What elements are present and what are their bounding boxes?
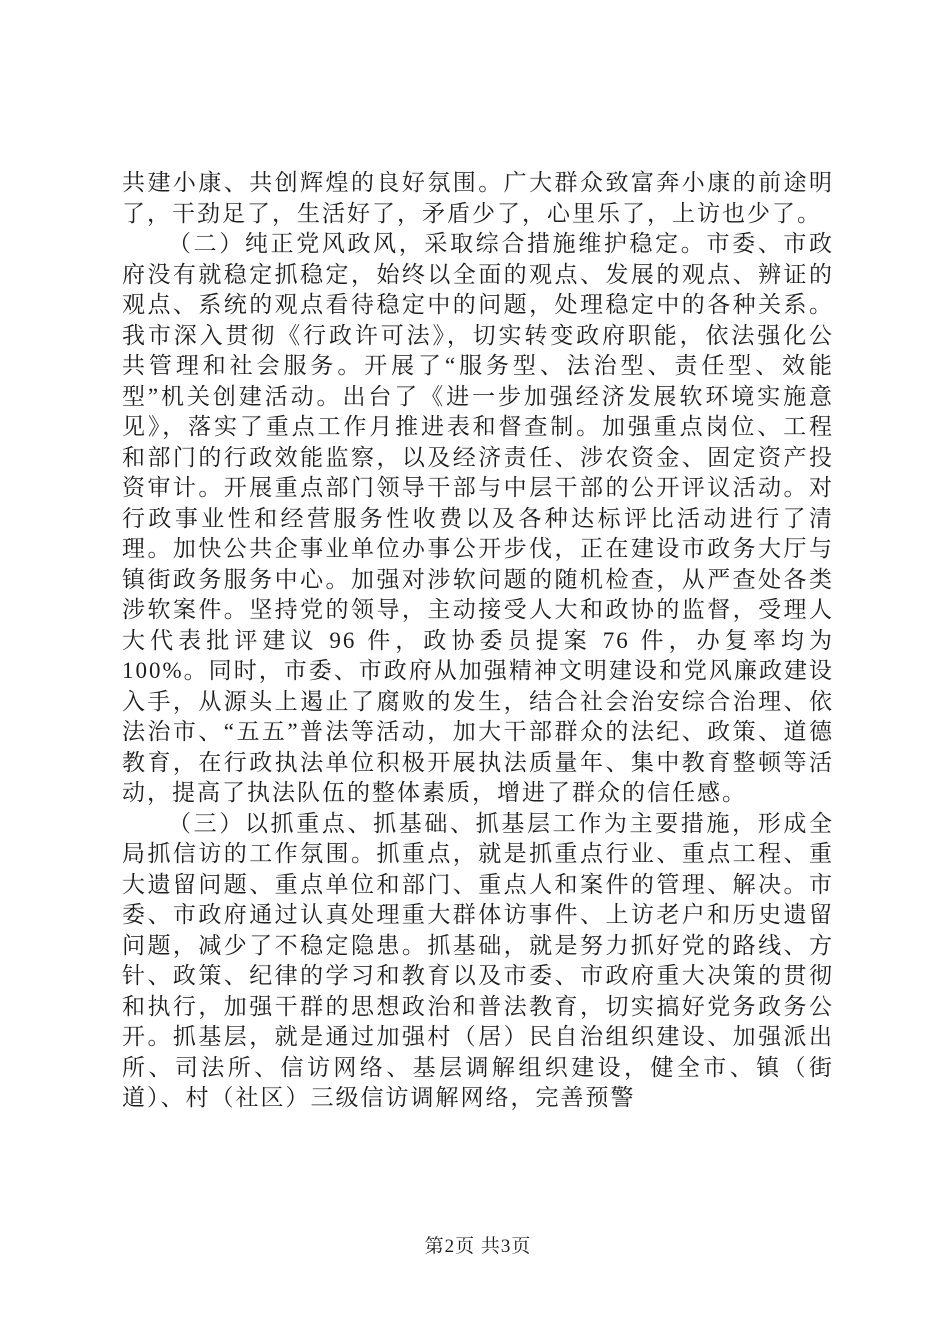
page-number-footer: 第2页 共3页 — [424, 1236, 532, 1257]
body-paragraph-section-3: （三）以抓重点、抓基础、抓基层工作为主要措施，形成全局抓信访的工作氛围。抓重点，就是抓重点行业、重点工程、重大遗留问题、重点单位和部门、重点人和案件的管理、解决。市委、市政府通过认真处理重大群体访事件、上访老户和历史遗留问题，减少了不稳定隐患。抓基础，就是努力抓好党的路线、方针、政策、纪律的学习和教育以及市委、市政府重大决策的贯彻和执行，加强干群的思想政治和普法教育，切实搞好党务政务公开。抓基层，就是通过加强村（居）民自治组织建设、加强派出所、司法所、信访网络、基层调解组织建设，健全市、镇（街道）、村（社区）三级信访调解网络，完善预警 — [122, 810, 834, 1110]
body-paragraph-continuation: 共建小康、共创辉煌的良好氛围。广大群众致富奔小康的前途明了，干劲足了，生活好了，矛盾少了，心里乐了，上访也少了。 — [122, 170, 834, 226]
body-paragraph-section-2: （二）纯正党风政风，采取综合措施维护稳定。市委、市政府没有就稳定抓稳定，始终以全面的观点、发展的观点、辨证的观点、系统的观点看待稳定中的问题，处理稳定中的各种关系。我市深入贯彻《行政许可法》，切实转变政府职能，依法强化公共管理和社会服务。开展了“服务型、法治型、责任型、效能型”机关创建活动。出台了《进一步加强经济发展软环境实施意见》，落实了重点工作月推进表和督查制。加强重点岗位、工程和部门的行政效能监察，以及经济责任、涉农资金、固定资产投资审计。开展重点部门领导干部与中层干部的公开评议活动。对行政事业性和经营服务性收费以及各种达标评比活动进行了清理。加快公共企事业单位办事公开步伐，正在建设市政务大厅与镇街政务服务中心。加强对涉软问题的随机检查，从严查处各类涉软案件。坚持党的领导，主动接受人大和政协的监督，受理人大代表批评建议 96 件，政协委员提案 76 件，办复率均为 100%。同时，市委、市政府从加强精神文明建设和党风廉政建设入手，从源头上遏止了腐败的发生，结合社会治安综合治理、依法治市、“五五”普法等活动，加大干部群众的法纪、政策、道德教育，在行政执法单位积极开展执法质量年、集中教育整顿等活动，提高了执法队伍的整体素质，增进了群众的信任感。 — [122, 231, 834, 805]
document-body — [122, 168, 834, 1114]
